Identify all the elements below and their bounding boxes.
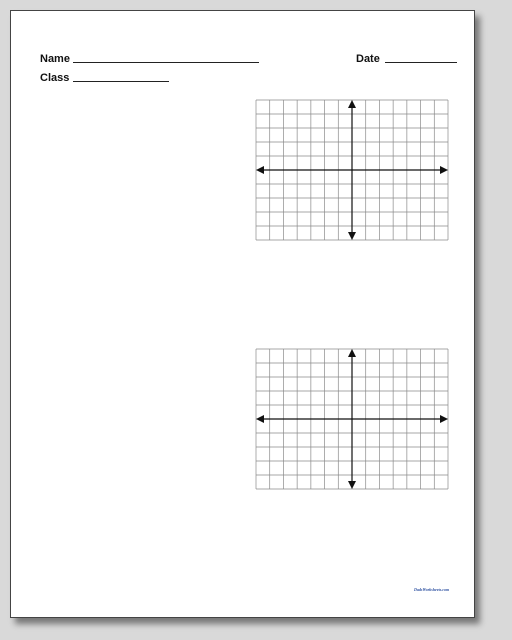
date-label: Date bbox=[356, 53, 380, 65]
class-field[interactable] bbox=[73, 81, 169, 82]
y-axis-up-arrow-icon bbox=[348, 349, 356, 357]
y-axis-down-arrow-icon bbox=[348, 481, 356, 489]
x-axis-right-arrow-icon bbox=[440, 415, 448, 423]
x-axis-right-arrow-icon bbox=[440, 166, 448, 174]
date-field[interactable] bbox=[385, 62, 457, 63]
publisher-logo: DadsWorksheets.com bbox=[414, 587, 450, 592]
x-axis-left-arrow-icon bbox=[256, 166, 264, 174]
x-axis-left-arrow-icon bbox=[256, 415, 264, 423]
y-axis-down-arrow-icon bbox=[348, 232, 356, 240]
y-axis-up-arrow-icon bbox=[348, 100, 356, 108]
name-field[interactable] bbox=[73, 62, 259, 63]
coordinate-grid-1 bbox=[255, 99, 449, 241]
worksheet-page bbox=[10, 10, 475, 618]
class-label: Class bbox=[40, 72, 70, 84]
name-label: Name bbox=[40, 53, 70, 65]
coordinate-grid-2 bbox=[255, 348, 449, 490]
